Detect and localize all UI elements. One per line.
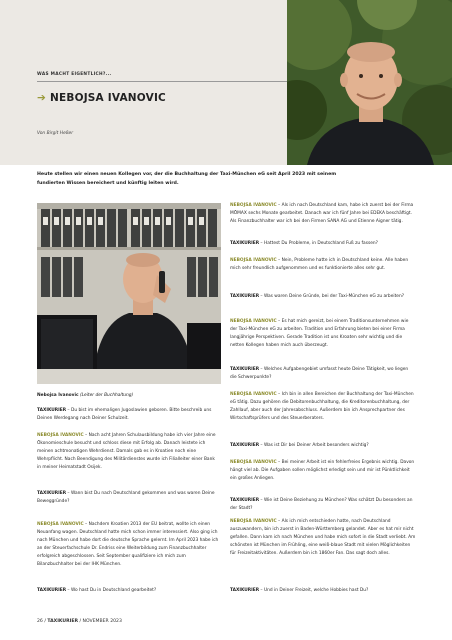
interview-paragraph (230, 240, 416, 248)
speaker-dash: – (83, 433, 89, 438)
paragraph-text: Nach acht Jahren Schulausbildung habe ich vier Jahre eine Ökonomieschule besucht und schloss diese mit Erfolg ab. Danach leistete ich meinen achtmonatigen Wehrdienst. Damals gab es in Kroatien noch eine Wehrpflicht. Nach Beendigung des Militärdienstes wurde ich Filialleiter einer Bank in meiner Heimatstadt Osijek. (37, 433, 216, 470)
interview-paragraph (37, 490, 220, 506)
paragraph-text: Welches Aufgabengebiet umfasst heute Deine Tätigkeit, wo liegen die Schwerpunkte? (230, 367, 409, 380)
speaker-dash: – (259, 498, 264, 503)
paragraph-text: Bei meiner Arbeit ist ein fehlerfreies Ergebnis wichtig. Davon hängt viel ab. Die Aufgaben sollen möglichst erledigt sein und mir ist Pünktlichkeit ein großes Anliegen. (230, 460, 415, 481)
interview-paragraph (230, 459, 416, 483)
speaker-dash: – (259, 588, 264, 593)
footer-separator: / (42, 619, 48, 624)
paragraph-text: Nachdem Kroatien 2013 der EU beitrat, wollte ich einen Neuanfang wagen. Deutschland hatte mich schon immer interessiert. Also ging ich nach München und habe dort die deutsche Sprache gelernt. Im April 2023 habe ich an der Steuerfachschule Dr. Endriss eine Weiterbildung zum Finanzbuchhalter erfolgreich abgeschlossen. Seit September qualifiziere ich mich zum Bilanzbuchhalter bei der IHK München. (37, 522, 219, 567)
speaker-interviewee: NEBOJSA IVANOVIC (230, 460, 277, 465)
interview-paragraph (230, 442, 416, 450)
speaker-dash: – (276, 460, 282, 465)
speaker-dash: – (276, 392, 282, 397)
speaker-interviewer: TAXIKURIER (37, 491, 67, 496)
speaker-dash: – (276, 319, 282, 324)
paragraph-text: Wann bist Du nach Deutschland gekommen und was waren Deine Beweggründe? (37, 491, 215, 504)
speaker-interviewee: NEBOJSA IVANOVIC (37, 522, 84, 527)
paragraph-text: Und in Deiner Freizeit, welche Hobbies hast Du? (263, 588, 369, 593)
speaker-dash: – (259, 367, 264, 372)
speaker-interviewee: NEBOJSA IVANOVIC (230, 319, 277, 324)
paragraph-text: Als ich mich entschieden hatte, nach Deutschland auszuwandern, bin ich zuerst in Baden-Württemberg gelandet. Aber es hat mir nicht gefallen. Dann kam ich nach München und habe mich sofort in die Stadt verliebt. Am schönsten ist München im Frühling, eine weiß-blaue Stadt mit vielen Möglichkeiten für Freizeitaktivitäten. Außerdem bin ich 1860er Fan. Das sagt doch alles. (230, 519, 416, 556)
portrait-illustration (287, 0, 452, 165)
speaker-dash: – (259, 294, 264, 299)
paragraph-text: Nein, Probleme hatte ich in Deutschland keine. Alle haben mich sehr freundlich aufgenommen und es funktionierte alles sehr gut. (230, 258, 409, 271)
article-title-text: NEBOJSA IVANOVIC (50, 92, 166, 104)
speaker-interviewer: TAXIKURIER (230, 367, 260, 372)
interview-paragraph (230, 497, 416, 513)
speaker-dash: – (66, 408, 71, 413)
speaker-dash: – (83, 522, 89, 527)
speaker-interviewer: TAXIKURIER (230, 498, 260, 503)
speaker-dash: – (259, 443, 264, 448)
paragraph-text: Wo hast Du in Deutschland gearbeitet? (70, 588, 157, 593)
header-rule (37, 81, 287, 82)
interview-paragraph (230, 257, 416, 273)
speaker-interviewee: NEBOJSA IVANOVIC (230, 519, 277, 524)
speaker-dash: – (259, 241, 264, 246)
speaker-interviewer: TAXIKURIER (230, 294, 260, 299)
speaker-interviewer: TAXIKURIER (230, 241, 260, 246)
paragraph-text: Hattest Du Probleme, in Deutschland Fuß zu fassen? (263, 241, 378, 246)
speaker-interviewer: TAXIKURIER (230, 443, 260, 448)
issue-label: / NOVEMBER 2023 (78, 619, 122, 624)
paragraph-text: Du bist im ehemaligen Jugoslawien geboren. Bitte beschreib uns Deinen Werdegang nach Deiner Schulzeit. (37, 408, 212, 421)
interview-paragraph (230, 587, 416, 595)
speaker-interviewer: TAXIKURIER (37, 408, 67, 413)
article-title (37, 92, 166, 104)
intro-text: Heute stellen wir einen neuen Kollegen vor, der die Buchhaltung der Taxi-München eG seit April 2023 mit seinem fundierten Wissen bereichert und künftig leiten wird. (37, 172, 337, 186)
office-illustration (37, 203, 221, 384)
speaker-dash: – (66, 491, 71, 496)
interview-paragraph (230, 518, 416, 558)
speaker-interviewer: TAXIKURIER (230, 588, 260, 593)
caption-name: Nebojsa Ivanovic (37, 393, 79, 398)
speaker-interviewer: TAXIKURIER (37, 588, 67, 593)
speaker-interviewee: NEBOJSA IVANOVIC (37, 433, 84, 438)
magazine-name: TAXIKURIER (47, 619, 79, 624)
speaker-dash: – (276, 519, 282, 524)
speaker-interviewee: NEBOJSA IVANOVIC (230, 392, 277, 397)
interview-paragraph (37, 521, 220, 568)
paragraph-text: Wie ist Deine Beziehung zu München? Was schätzt Du besonders an der Stadt? (230, 498, 413, 511)
speaker-dash: – (276, 258, 282, 263)
speaker-interviewee: NEBOJSA IVANOVIC (230, 258, 277, 263)
section-kicker: WAS MACHT EIGENTLICH?... (37, 72, 112, 77)
photo-caption (37, 393, 133, 398)
interview-paragraph (37, 407, 220, 423)
page-footer (37, 619, 122, 624)
paragraph-text: Ich bin in allen Bereichen der Buchhaltung der Taxi-München eG tätig. Dazu gehören die Debitorenbuchhaltung, die Kreditorenbuchhaltung, der Zahllauf, aber auch der Jahresabschluss. Außerdem bin ich Ansprechpartner des Wirtschaftsprüfers und des Steuerberaters. (230, 392, 414, 421)
interview-paragraph (230, 391, 416, 423)
interview-paragraph (230, 318, 416, 350)
portrait-photo (287, 0, 452, 165)
paragraph-text: Es hat mich gereizt, bei einem Traditionsunternehmen wie der Taxi-München eG zu arbeiten. Tradition und Erfahrung bieten bei einer Firma langjährige Perspektiven. Gerade Tradition ist uns Kroaten sehr wichtig und die netten Kollegen haben mich auch überzeugt. (230, 319, 409, 348)
byline: Von Birgit Heßer (37, 131, 74, 136)
interview-paragraph (37, 587, 220, 595)
speaker-dash: – (66, 588, 71, 593)
interview-paragraph (37, 432, 220, 472)
caption-role: (Leiter der Buchhaltung) (79, 393, 134, 398)
paragraph-text: Als ich nach Deutschland kam, habe ich zuerst bei der Firma MÖMAX sechs Monate gearbeitet. Danach war ich fünf Jahre bei EDEKA beschäftigt. Als Finanzbuchhalter war ich bei den Firmen SANA AG und Etienne Aigner tätig. (230, 203, 414, 224)
speaker-dash: – (276, 203, 282, 208)
paragraph-text: Was waren Deine Gründe, bei der Taxi-München eG zu arbeiten? (263, 294, 405, 299)
speaker-interviewee: NEBOJSA IVANOVIC (230, 203, 277, 208)
arrow-icon: ➔ (37, 92, 46, 104)
office-photo (37, 203, 221, 384)
interview-paragraph (230, 202, 416, 226)
interview-paragraph (230, 293, 416, 301)
interview-paragraph (230, 366, 416, 382)
paragraph-text: Was ist Dir bei Deiner Arbeit besonders wichtig? (263, 443, 369, 448)
page-number: 26 (37, 619, 43, 624)
